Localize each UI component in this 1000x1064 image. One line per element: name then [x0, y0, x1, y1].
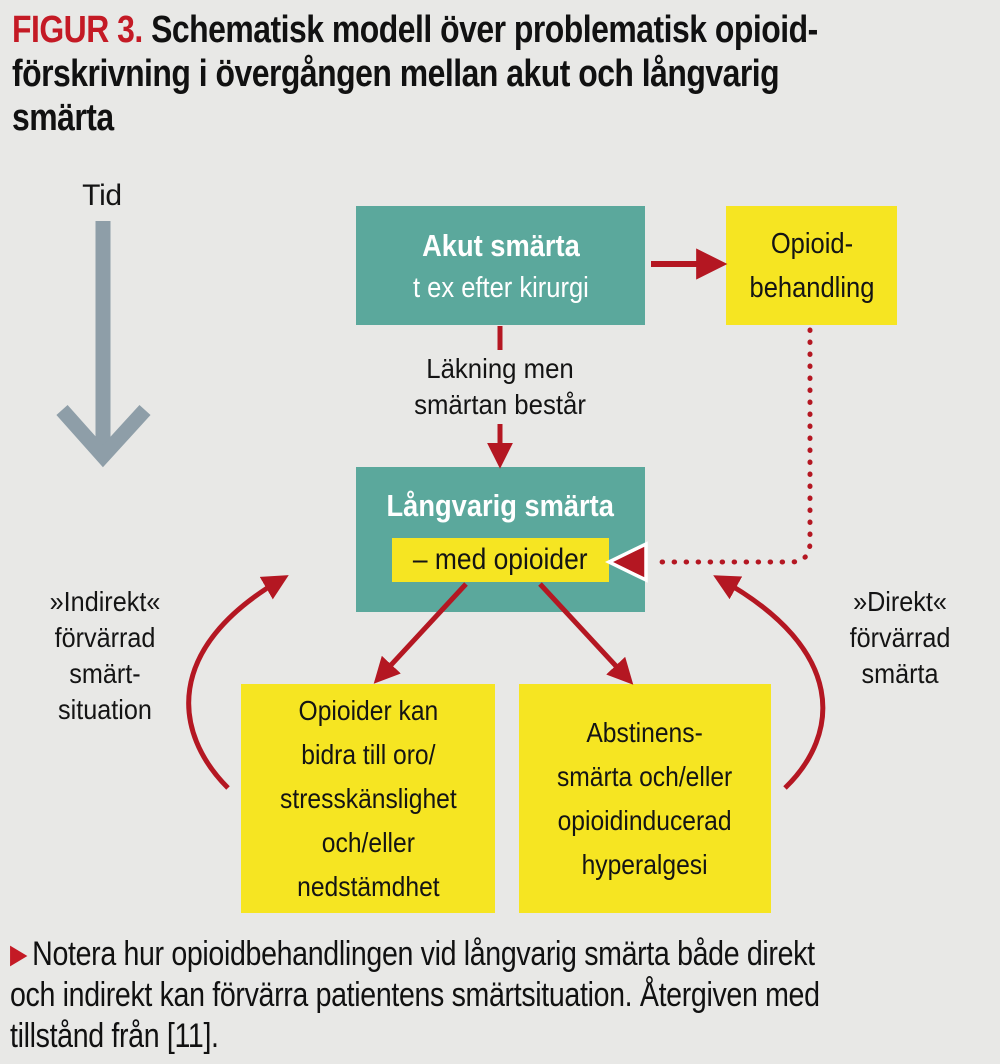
- label-direct-line: förvärrad: [849, 622, 951, 653]
- anxiety-effects-line: stresskänslighet: [279, 782, 457, 814]
- label-indirect-line: förvärrad: [54, 622, 156, 653]
- label-direct-line: smärta: [861, 658, 939, 689]
- timeline-label: Tid: [82, 179, 122, 212]
- label-indirect-line: situation: [58, 694, 152, 725]
- node-acute-pain: [356, 206, 645, 325]
- figure-caption: [10, 934, 993, 1057]
- node-chronic-pain: [356, 467, 645, 612]
- healing-label: [380, 351, 619, 423]
- figure-title-line-2: förskrivning i övergången mellan akut och långvarig: [12, 53, 780, 95]
- figure-title-line-3: smärta: [12, 97, 114, 139]
- caption-line-2: och indirekt kan förvärra patientens smärtsituation. Återgiven med: [10, 976, 820, 1014]
- time-arrow-icon: [62, 221, 145, 456]
- anxiety-effects-line: bidra till oro/: [300, 738, 436, 770]
- anxiety-effects-line: och/eller: [321, 826, 415, 858]
- label-indirect-worsened-pain: [11, 584, 200, 728]
- with-opioids-tag: [392, 538, 609, 582]
- label-direct-worsened-pain: [806, 584, 995, 692]
- node-opioid-treatment: [726, 206, 897, 325]
- caption-marker-icon: ▶: [10, 939, 28, 969]
- chronic-pain-title: Långvarig smärta: [386, 488, 615, 523]
- withdrawal-effects-line: opioidinducerad: [558, 804, 732, 836]
- acute-pain-subtitle: t ex efter kirurgi: [412, 271, 589, 304]
- opioid-treatment-line-1: Opioid-: [770, 227, 853, 260]
- acute-pain-title: Akut smärta: [421, 227, 580, 263]
- opioid-treatment-line-2: behandling: [749, 271, 874, 304]
- healing-label-line-1: Läkning men: [426, 353, 574, 384]
- caption-text: Notera hur opioidbehandlingen vid långvarig smärta både direkt: [32, 935, 815, 973]
- figure-title-line-1: [12, 8, 1000, 52]
- anxiety-effects-line: Opioider kan: [298, 694, 438, 726]
- caption-line-3: tillstånd från [11].: [10, 1017, 219, 1055]
- label-indirect-line: smärt-: [69, 658, 141, 689]
- anxiety-effects-line: nedstämdhet: [296, 870, 440, 902]
- label-direct-line: »Direkt«: [853, 586, 947, 617]
- withdrawal-effects-line: Abstinens-: [586, 716, 704, 748]
- time-arrow-head: [62, 410, 145, 456]
- node-withdrawal-effects: [519, 684, 771, 913]
- node-anxiety-effects: [241, 684, 495, 913]
- withdrawal-effects-line: smärta och/eller: [557, 760, 733, 792]
- figure-header: [12, 8, 1000, 140]
- with-opioids-tag-label: – med opioider: [413, 543, 588, 576]
- figure-title: Schematisk modell över problematisk opioid-: [151, 9, 818, 51]
- healing-label-line-2: smärtan består: [414, 389, 586, 420]
- figure-label: FIGUR 3.: [12, 9, 143, 51]
- caption-line-1: [10, 934, 993, 975]
- dotted-connector-treatment-to-opioids: [652, 330, 810, 562]
- label-indirect-line: »Indirekt«: [49, 586, 161, 617]
- withdrawal-effects-line: hyperalgesi: [581, 848, 709, 880]
